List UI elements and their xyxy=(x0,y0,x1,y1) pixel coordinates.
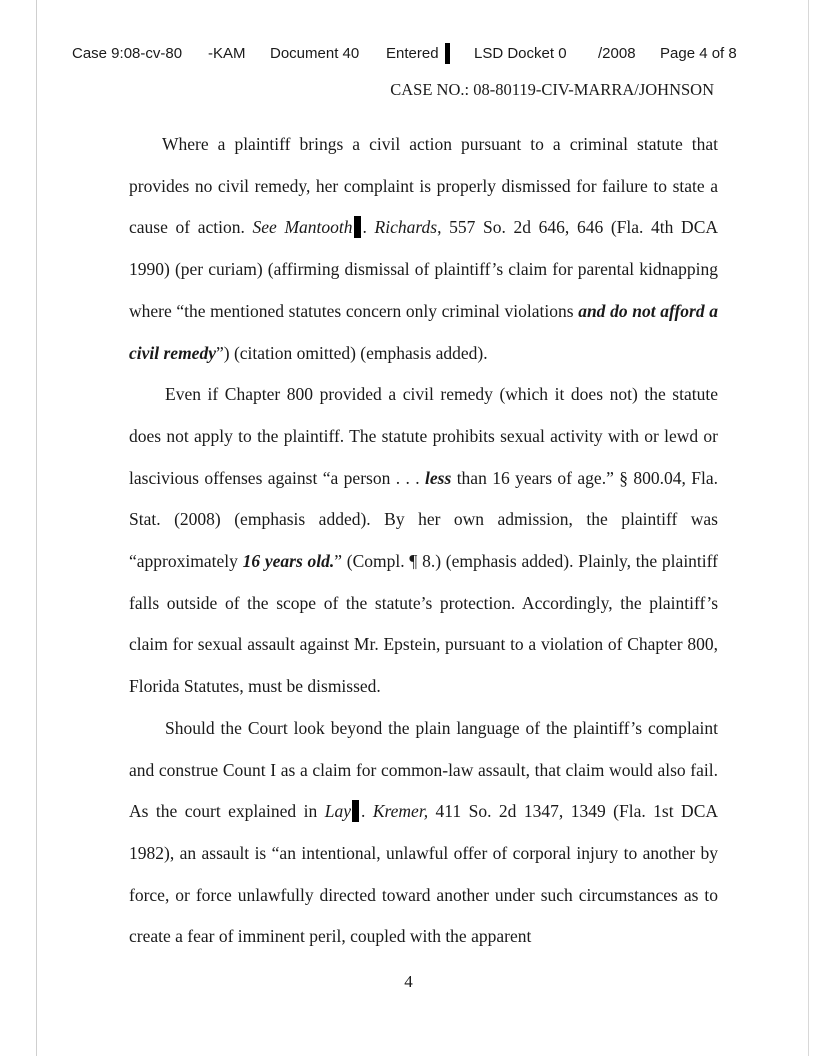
p1-citation-signal: See Mantooth xyxy=(252,217,353,238)
p3-text-1: Should the Court look beyond the plain language of the plaintiff’s complaint and construe Count I as a claim for common-law assault, that claim would also fail. As the court explained in xyxy=(129,717,718,822)
p3-text-3: 411 So. 2d 1347, 1349 (Fla. 1st DCA 1982), an assault is “an intentional, unlawful offer of corporal injury to another by force, or force unlawfully directed toward another under such circumstances as to create a fear of imminent peril, coupled with the apparent xyxy=(129,801,718,947)
header-document: Document 40 xyxy=(270,45,360,62)
brief-body xyxy=(129,124,718,958)
p1-text-2: . xyxy=(362,217,375,238)
header-docket: LSD Docket 0 xyxy=(474,45,567,62)
p2-text-2: than 16 years of age.” § 800.04, Fla. Stat. (2008) (emphasis added). By her own admission, the plaintiff was “approximately xyxy=(129,467,719,572)
header-case-prefix: Case 9:08-cv-80 xyxy=(72,45,183,62)
redaction-mark xyxy=(352,800,359,822)
p1-text-4: ”) (citation omitted) (emphasis added). xyxy=(215,342,488,363)
p2-text-3: ” (Compl. ¶ 8.) (emphasis added). Plainly, the plaintiff falls outside of the scope of the statute’s protection. Accordingly, the plaintiff’s claim for sexual assault against Mr. Epstein, pursuant to a violation of Chapter 800, Florida Statutes, must be dismissed. xyxy=(129,551,718,697)
p1-emphasis: and do not afford a civil remedy xyxy=(129,300,718,363)
scan-edge-left xyxy=(36,0,37,1056)
p3-citation-1: Lay xyxy=(324,801,351,822)
paragraph-3 xyxy=(129,708,718,958)
p1-text-3: , 557 So. 2d 646, 646 (Fla. 4th DCA 1990) (per curiam) (affirming dismissal of plaintiff’s claim for parental kidnapping where “the mentioned statutes concern only criminal violations xyxy=(129,217,719,321)
p3-citation-2: Kremer, xyxy=(372,801,429,822)
p2-text-1: Even if Chapter 800 provided a civil remedy (which it does not) the statute does not apply to the plaintiff. The statute prohibits sexual activity with or lewd or lascivious offenses against “a person . . . xyxy=(129,384,718,488)
scan-edge-right xyxy=(808,0,809,1056)
header-entered: Entered xyxy=(386,45,439,62)
header-case-suffix: -KAM xyxy=(208,45,246,62)
p1-text-1: Where a plaintiff brings a civil action pursuant to a criminal statute that provides no civil remedy, her complaint is properly dismissed for failure to state a cause of action. xyxy=(129,134,718,238)
header-redaction-mark xyxy=(445,43,450,64)
page-number: 4 xyxy=(404,972,413,991)
paragraph-1 xyxy=(129,124,718,374)
p3-text-2: . xyxy=(360,801,373,822)
redaction-mark xyxy=(354,216,361,238)
case-number: CASE NO.: 08-80119-CIV-MARRA/JOHNSON xyxy=(390,80,714,99)
p2-emphasis-1: less xyxy=(425,467,452,488)
header-date: /2008 xyxy=(598,45,636,62)
p2-emphasis-2: 16 years old. xyxy=(242,551,335,572)
paragraph-2 xyxy=(129,374,718,708)
p1-citation-party: Richards xyxy=(374,217,438,238)
header-page-label: Page 4 of 8 xyxy=(660,45,737,62)
filing-header xyxy=(72,45,744,65)
